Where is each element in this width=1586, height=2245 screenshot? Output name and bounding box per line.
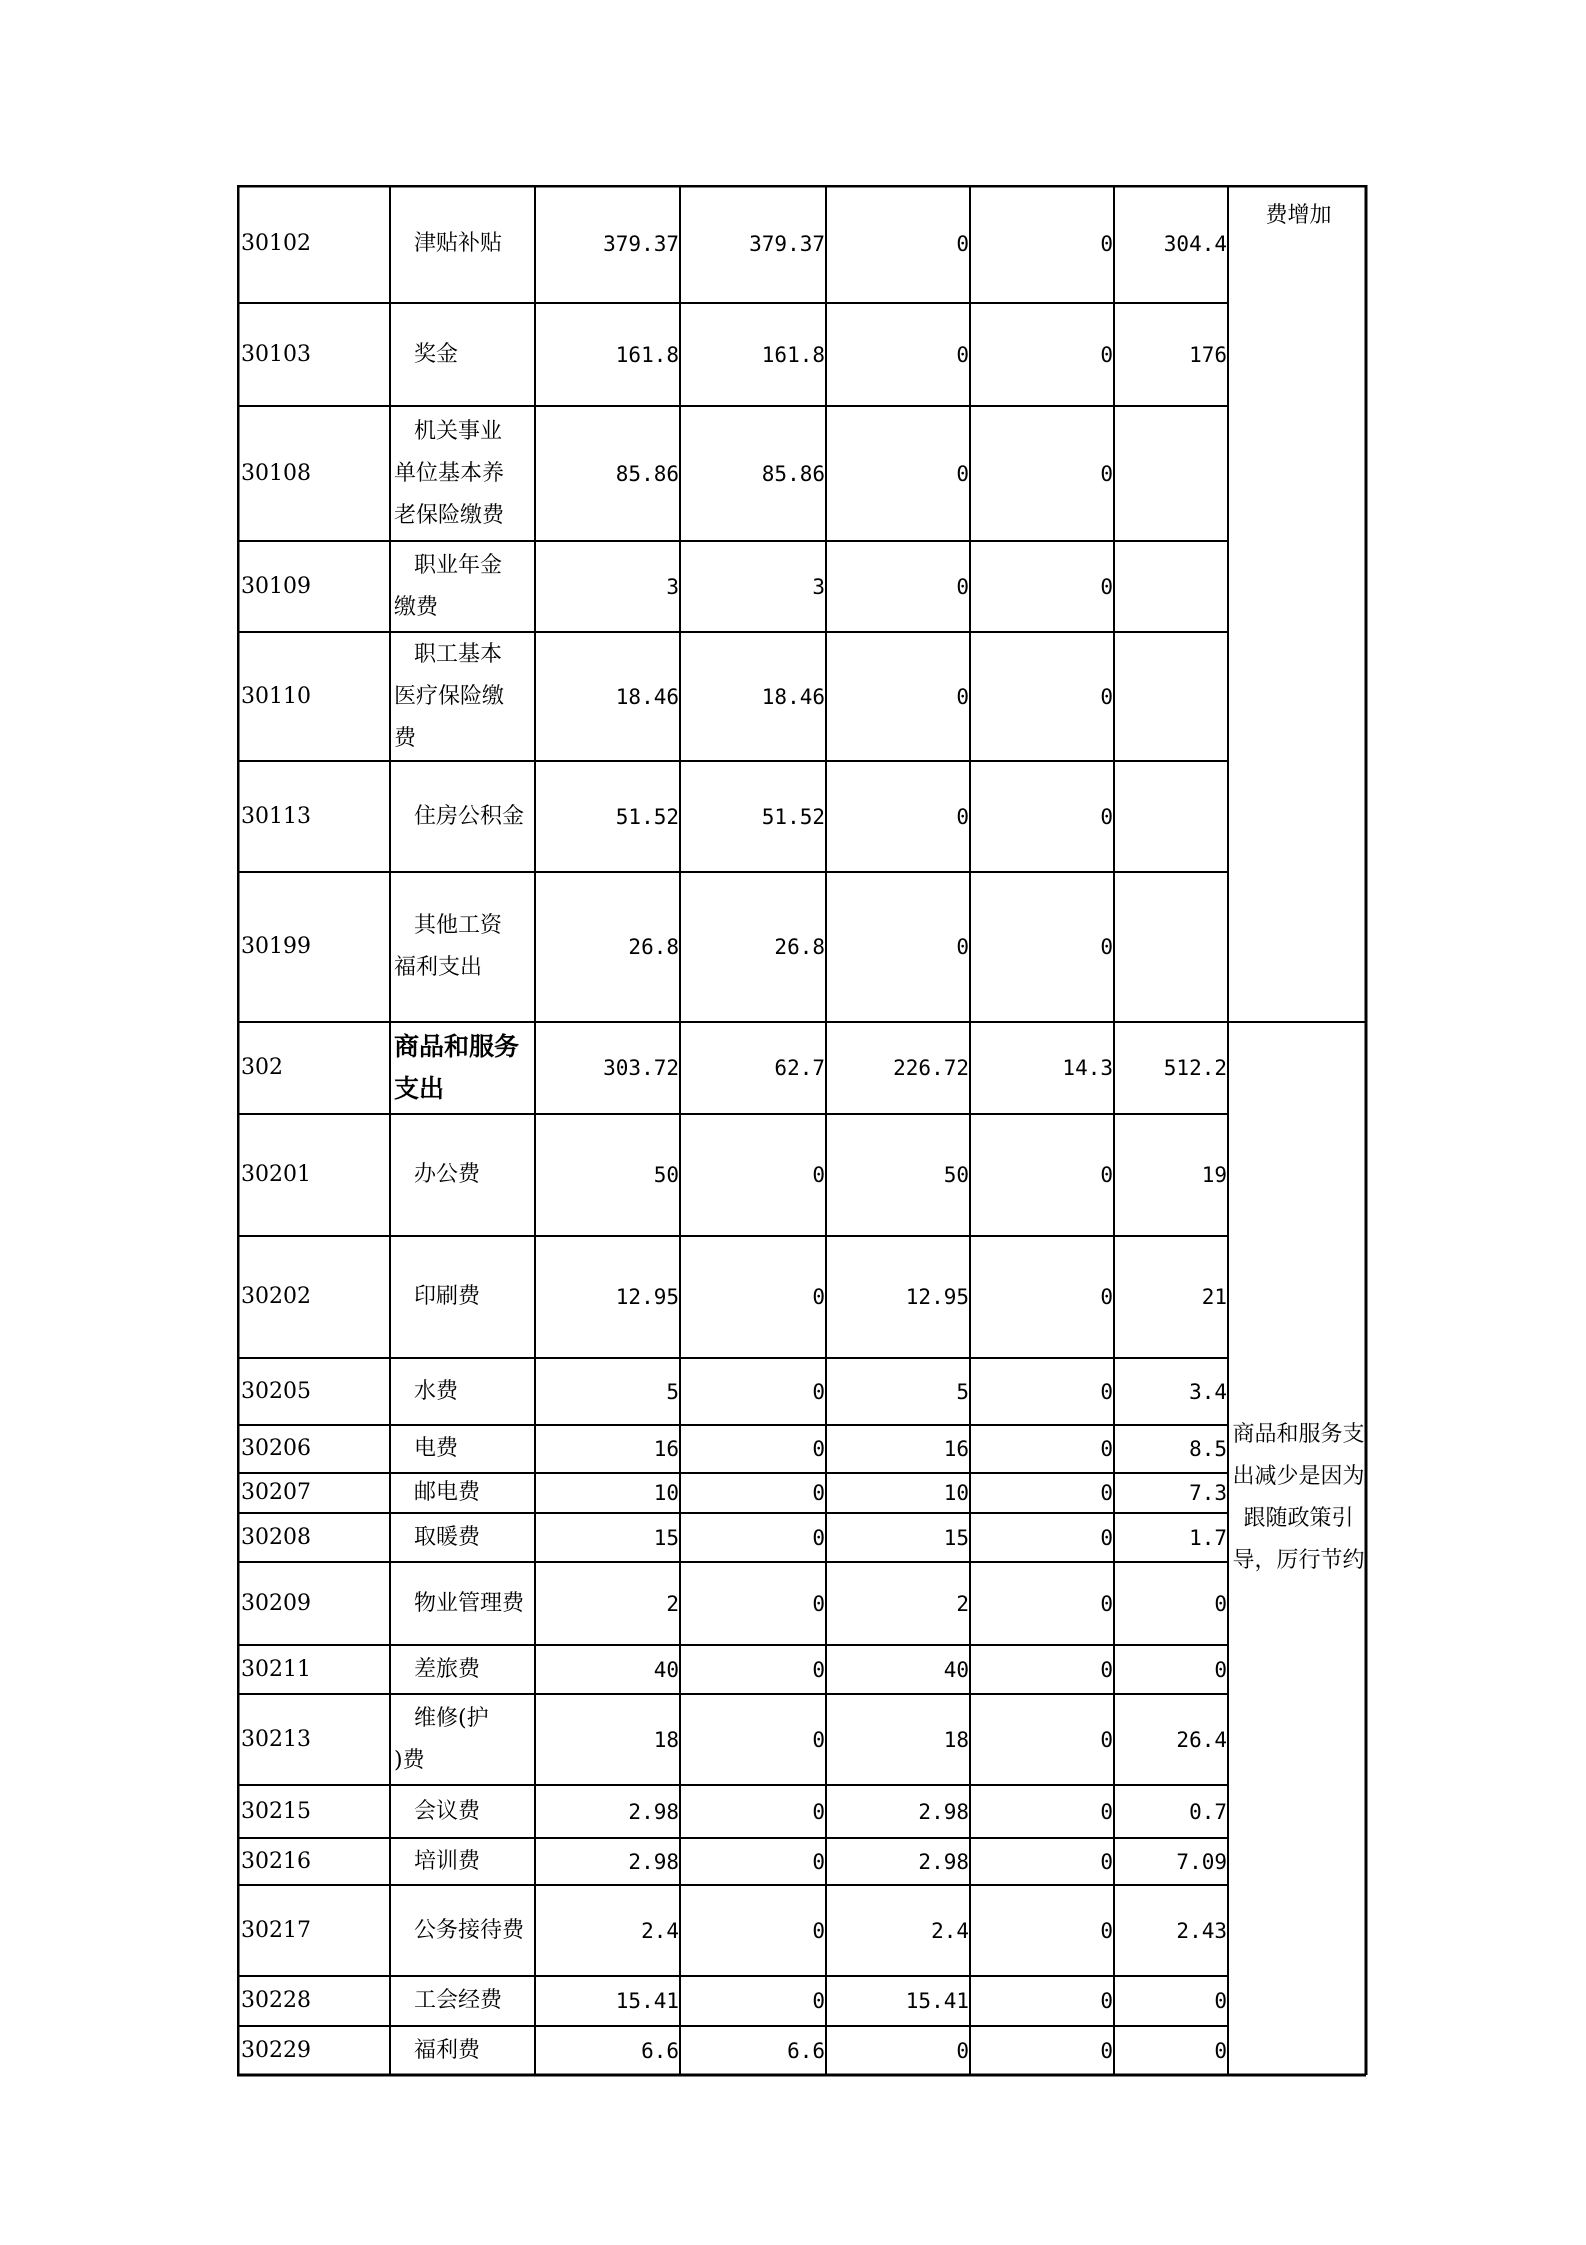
amount-cell-c1: 15	[653, 1525, 679, 1550]
amount-cell-c5: 7.09	[1176, 1849, 1227, 1874]
amount-cell-c3: 0	[956, 2038, 969, 2063]
amount-cell-c5: 0	[1214, 1591, 1227, 1616]
item-name: 工会经费	[414, 1988, 503, 2013]
amount-cell-c1: 2.98	[628, 1799, 679, 1824]
amount-cell-c4: 0	[1100, 1849, 1113, 1874]
amount-cell-c4: 0	[1100, 1591, 1113, 1616]
item-code: 30215	[241, 1798, 311, 1824]
amount-cell-c1: 5	[666, 1379, 679, 1404]
amount-cell-c2: 0	[812, 1379, 825, 1404]
amount-cell-c2: 6.6	[787, 2038, 825, 2063]
amount-cell-c5: 21	[1201, 1285, 1227, 1309]
item-name: 差旅费	[414, 1656, 481, 1682]
amount-cell-c4: 0	[1100, 1285, 1113, 1309]
amount-cell-c2: 0	[812, 1163, 825, 1187]
amount-cell-c5	[1114, 406, 1227, 541]
item-code: 30201	[241, 1162, 311, 1187]
amount-cell-c1: 12.95	[615, 1285, 679, 1309]
amount-cell-c1: 6.6	[641, 2038, 679, 2063]
item-code: 302	[241, 1055, 283, 1080]
amount-cell-c3: 15	[943, 1525, 969, 1550]
amount-cell-c3: 5	[956, 1379, 969, 1404]
amount-cell-c2: 62.7	[774, 1056, 825, 1080]
item-name: 物业管理费	[414, 1590, 525, 1616]
amount-cell-c4: 0	[1100, 2038, 1113, 2063]
amount-cell-c3: 0	[956, 804, 969, 829]
amount-cell-c5: 0	[1214, 2038, 1227, 2063]
amount-cell-c2: 0	[812, 1989, 825, 2013]
amount-cell-c1: 51.52	[615, 804, 679, 829]
amount-cell-c5: 7.3	[1189, 1481, 1227, 1505]
item-code: 30199	[241, 934, 311, 959]
amount-cell-c3: 2.98	[918, 1799, 969, 1824]
amount-cell-c3: 0	[956, 232, 969, 256]
amount-cell-c4: 0	[1100, 1481, 1113, 1505]
amount-cell-c3: 16	[943, 1437, 969, 1461]
item-code: 30229	[241, 2037, 311, 2063]
item-name: 职工基本 医疗保险缴 费	[394, 641, 505, 751]
note-top: 费增加	[1265, 203, 1332, 228]
amount-cell-c1: 40	[653, 1657, 679, 1682]
amount-cell-c2: 0	[812, 1918, 825, 1943]
amount-cell-c5: 512.2	[1163, 1056, 1227, 1080]
amount-cell-c1: 2	[666, 1591, 679, 1616]
item-code: 30110	[241, 683, 311, 709]
amount-cell-c2: 379.37	[749, 232, 825, 256]
item-name: 公务接待费	[414, 1917, 525, 1943]
amount-cell-c5: 0	[1214, 1657, 1227, 1682]
amount-cell-c3: 2.4	[931, 1918, 969, 1943]
amount-cell-c2: 0	[812, 1437, 825, 1461]
amount-cell-c2: 0	[812, 1727, 825, 1752]
amount-cell-c3: 18	[943, 1727, 969, 1752]
amount-cell-c1: 3	[666, 574, 679, 599]
amount-cell-c1: 26.8	[628, 935, 679, 959]
item-name: 电费	[414, 1436, 459, 1461]
amount-cell-c3: 2	[956, 1591, 969, 1616]
amount-cell-c5	[1114, 872, 1227, 1022]
amount-cell-c5: 0	[1214, 1989, 1227, 2013]
amount-cell-c5: 176	[1189, 342, 1227, 367]
amount-cell-c1: 18.46	[615, 684, 679, 709]
amount-cell-c1: 16	[653, 1437, 679, 1461]
amount-cell-c4: 14.3	[1062, 1056, 1113, 1080]
amount-cell-c1: 85.86	[615, 461, 679, 486]
item-name: 商品和服务 支出	[394, 1032, 520, 1103]
amount-cell-c1: 10	[653, 1481, 679, 1505]
amount-cell-c5: 3.4	[1189, 1379, 1227, 1404]
amount-cell-c4: 0	[1100, 1918, 1113, 1943]
amount-cell-c1: 15.41	[615, 1989, 679, 2013]
item-name: 津贴补贴	[414, 231, 503, 256]
amount-cell-c5	[1114, 541, 1227, 632]
amount-cell-c1: 161.8	[615, 342, 679, 367]
amount-cell-c5: 19	[1201, 1163, 1227, 1187]
amount-cell-c2: 0	[812, 1657, 825, 1682]
item-name: 其他工资 福利支出	[394, 913, 503, 980]
amount-cell-c2: 0	[812, 1481, 825, 1505]
item-code: 30202	[241, 1284, 311, 1309]
amount-cell-c3: 12.95	[905, 1285, 969, 1309]
amount-cell-c4: 0	[1100, 1657, 1113, 1682]
amount-cell-c1: 2.98	[628, 1849, 679, 1874]
item-code: 30102	[241, 231, 311, 256]
item-code: 30206	[241, 1436, 311, 1461]
amount-cell-c4: 0	[1100, 232, 1113, 256]
amount-cell-c5: 0.7	[1189, 1799, 1227, 1824]
amount-cell-c3: 0	[956, 574, 969, 599]
item-name: 维修(护 )费	[394, 1705, 489, 1773]
item-code: 30103	[241, 341, 311, 367]
amount-cell-c4: 0	[1100, 684, 1113, 709]
item-code: 30113	[241, 803, 311, 829]
amount-cell-c2: 0	[812, 1285, 825, 1309]
item-name: 奖金	[414, 341, 459, 367]
item-code: 30217	[241, 1917, 311, 1943]
amount-cell-c4: 0	[1100, 461, 1113, 486]
amount-cell-c4: 0	[1100, 935, 1113, 959]
amount-cell-c2: 51.52	[761, 804, 825, 829]
amount-cell-c4: 0	[1100, 1989, 1113, 2013]
amount-cell-c5: 26.4	[1176, 1727, 1227, 1752]
amount-cell-c4: 0	[1100, 1163, 1113, 1187]
item-code: 30211	[241, 1656, 311, 1682]
item-name: 福利费	[414, 2037, 481, 2063]
amount-cell-c5: 8.5	[1189, 1437, 1227, 1461]
amount-cell-c3: 15.41	[905, 1989, 969, 2013]
item-code: 30213	[241, 1726, 311, 1752]
amount-cell-c2: 85.86	[761, 461, 825, 486]
amount-cell-c4: 0	[1100, 1799, 1113, 1824]
amount-cell-c4: 0	[1100, 574, 1113, 599]
item-name: 职业年金 缴费	[394, 552, 503, 620]
amount-cell-c4: 0	[1100, 804, 1113, 829]
amount-cell-c1: 18	[653, 1727, 679, 1752]
expenditure-table	[237, 185, 1368, 2083]
amount-cell-c2: 0	[812, 1525, 825, 1550]
item-name: 住房公积金	[414, 803, 525, 829]
amount-cell-c3: 0	[956, 684, 969, 709]
amount-cell-c2: 18.46	[761, 684, 825, 709]
amount-cell-c3: 0	[956, 342, 969, 367]
item-code: 30208	[241, 1524, 311, 1550]
item-name: 机关事业 单位基本养 老保险缴费	[394, 418, 505, 528]
item-name: 会议费	[414, 1798, 481, 1824]
amount-cell-c3: 2.98	[918, 1849, 969, 1874]
amount-cell-c1: 379.37	[603, 232, 679, 256]
amount-cell-c5	[1114, 632, 1227, 761]
item-name: 印刷费	[414, 1284, 481, 1309]
item-code: 30228	[241, 1988, 311, 2013]
item-code: 30209	[241, 1590, 311, 1616]
amount-cell-c2: 161.8	[761, 342, 825, 367]
item-code: 30108	[241, 460, 311, 486]
amount-cell-c5: 304.4	[1163, 232, 1227, 256]
note-bottom: 商品和服务支出减少是因为跟随政策引导，厉行节约	[1232, 1422, 1365, 1573]
amount-cell-c4: 0	[1100, 342, 1113, 367]
amount-cell-c5: 2.43	[1176, 1918, 1227, 1943]
item-name: 邮电费	[414, 1480, 481, 1505]
item-name: 办公费	[414, 1162, 481, 1187]
amount-cell-c3: 226.72	[893, 1056, 969, 1080]
amount-cell-c1: 2.4	[641, 1918, 679, 1943]
item-code: 30109	[241, 573, 311, 599]
amount-cell-c4: 0	[1100, 1727, 1113, 1752]
amount-cell-c4: 0	[1100, 1525, 1113, 1550]
amount-cell-c1: 50	[653, 1163, 679, 1187]
amount-cell-c3: 0	[956, 935, 969, 959]
item-code: 30205	[241, 1378, 311, 1404]
amount-cell-c3: 40	[943, 1657, 969, 1682]
item-name: 培训费	[414, 1848, 481, 1874]
amount-cell-c5	[1114, 761, 1227, 872]
item-name: 水费	[414, 1378, 459, 1404]
amount-cell-c3: 10	[943, 1481, 969, 1505]
amount-cell-c2: 26.8	[774, 935, 825, 959]
amount-cell-c3: 50	[943, 1163, 969, 1187]
amount-cell-c4: 0	[1100, 1379, 1113, 1404]
amount-cell-c2: 0	[812, 1849, 825, 1874]
amount-cell-c3: 0	[956, 461, 969, 486]
amount-cell-c2: 0	[812, 1799, 825, 1824]
item-name: 取暖费	[414, 1524, 481, 1550]
item-code: 30216	[241, 1848, 311, 1874]
item-code: 30207	[241, 1480, 311, 1505]
amount-cell-c5: 1.7	[1189, 1525, 1227, 1550]
amount-cell-c2: 0	[812, 1591, 825, 1616]
amount-cell-c1: 303.72	[603, 1056, 679, 1080]
amount-cell-c4: 0	[1100, 1437, 1113, 1461]
amount-cell-c2: 3	[812, 574, 825, 599]
